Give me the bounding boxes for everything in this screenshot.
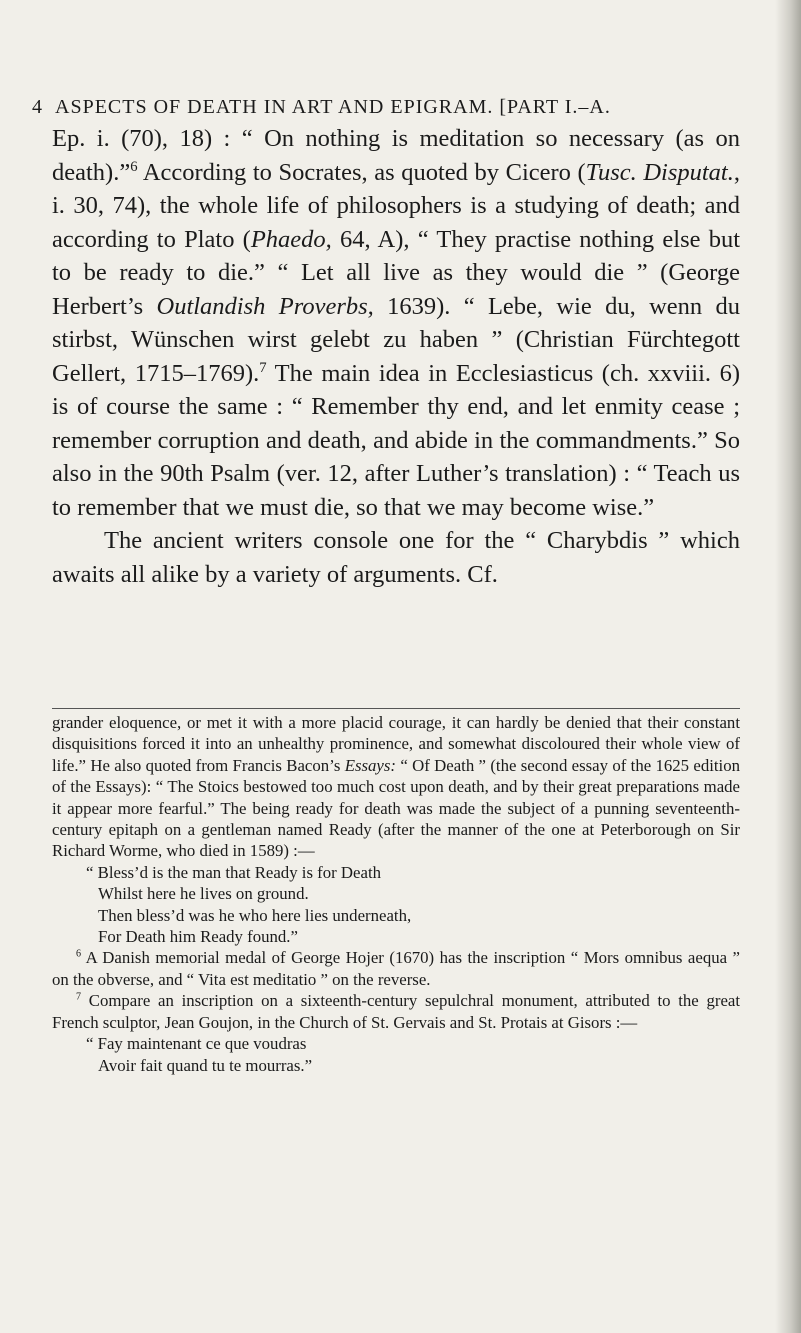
italic-title: Essays: — [344, 755, 396, 775]
text-run: A Danish memorial medal of George Hojer (1670) has the inscription “ Mors omnibus aequa ” on the obverse, and “ Vita est meditatio ” on the reverse. — [52, 948, 740, 989]
footnote-ref-6: 6 — [130, 158, 138, 175]
footnote-7 — [52, 990, 740, 1033]
text-run: The main idea in Ecclesiasticus (ch. xxviii. 6) is of course the same : “ Remember thy end, and let enmity cease ; remember corruption and death, and abide in the commandments.” So also in the 90th Psalm (ver. 12, after Luther’s translation) : “ Teach us to remember that we must die, so that we may become wise.” — [52, 359, 740, 521]
scan-page-edge — [775, 0, 801, 1333]
page-number: 4 — [32, 96, 43, 118]
text-run: 64, A), “ They practise nothing else but to be ready to die.” “ Let all live as they would die ” (George Herbert’s — [52, 225, 740, 320]
footnote-mark-7: 7 — [76, 991, 82, 1003]
main-paragraph-1 — [52, 122, 740, 524]
verse-line: “ Fay maintenant ce que voudras — [86, 1034, 307, 1054]
epitaph-verse — [52, 862, 740, 948]
footnote-mark-6: 6 — [76, 948, 82, 960]
footnote-divider — [52, 708, 740, 709]
footnotes — [52, 712, 740, 1076]
text-run: grander eloquence, or met it with a more placid courage, it can hardly be denied that their constant disquisitions forced it into an unhealthy prominence, and somewhat discoloured their whole view of life.” He also quoted from Francis Bacon’s — [52, 713, 740, 775]
footnote-6 — [52, 947, 740, 990]
verse-line: Then bless’d was he who here lies underneath, — [98, 905, 412, 925]
text-run: Ep. i. (70), 18) : “ On nothing is meditation so necessary (as on death).” — [52, 125, 740, 186]
main-paragraph-2: The ancient writers console one for the “ Charybdis ” which awaits all alike by a variety of arguments. Cf. — [52, 527, 740, 588]
italic-title: Tusc. Disputat. — [585, 158, 734, 186]
italic-title: Phaedo, — [250, 225, 332, 253]
footnote-continuation — [52, 712, 740, 862]
verse-line: Avoir fait quand tu te mourras.” — [98, 1055, 313, 1075]
italic-title: Outlandish Proverbs, — [156, 292, 374, 320]
text-run: “ Of Death ” (the second essay of the 1625 edition of the Essays): “ The Stoics bestowed too much cost upon death, and by their great preparations made it appear more fearful.” The being ready for death was made the subject of a punning seventeenth-century epitaph on a gentleman named Ready (after the manner of the one at Peterborough on Sir Richard Worme, who died in 1589) :— — [52, 755, 741, 861]
text-run: 1639). “ Lebe, wie du, wenn du stirbst, Wünschen wirst gelebt zu haben ” (Christian Fürchtegott Gellert, 1715–1769). — [52, 292, 740, 387]
verse-line: For Death him Ready found.” — [98, 927, 298, 947]
running-title: ASPECTS OF DEATH IN ART AND EPIGRAM. — [55, 96, 494, 118]
text-run: , i. 30, 74), the whole life of philosophers is a studying of death; and according to Plato ( — [52, 158, 740, 253]
text-run: Compare an inscription on a sixteenth-century sepulchral monument, attributed to the great French sculptor, Jean Goujon, in the Church of St. Gervais and St. Protais at Gisors :— — [52, 991, 740, 1032]
text-run: According to Socrates, as quoted by Cicero ( — [137, 158, 586, 186]
running-section: [PART I.–A. — [499, 96, 611, 118]
main-text — [52, 122, 740, 591]
running-head — [32, 96, 752, 119]
inscription-verse — [52, 1033, 740, 1076]
footnote-ref-7: 7 — [259, 359, 267, 376]
verse-line: “ Bless’d is the man that Ready is for Death — [86, 862, 381, 882]
verse-line: Whilst here he lives on ground. — [98, 884, 309, 904]
